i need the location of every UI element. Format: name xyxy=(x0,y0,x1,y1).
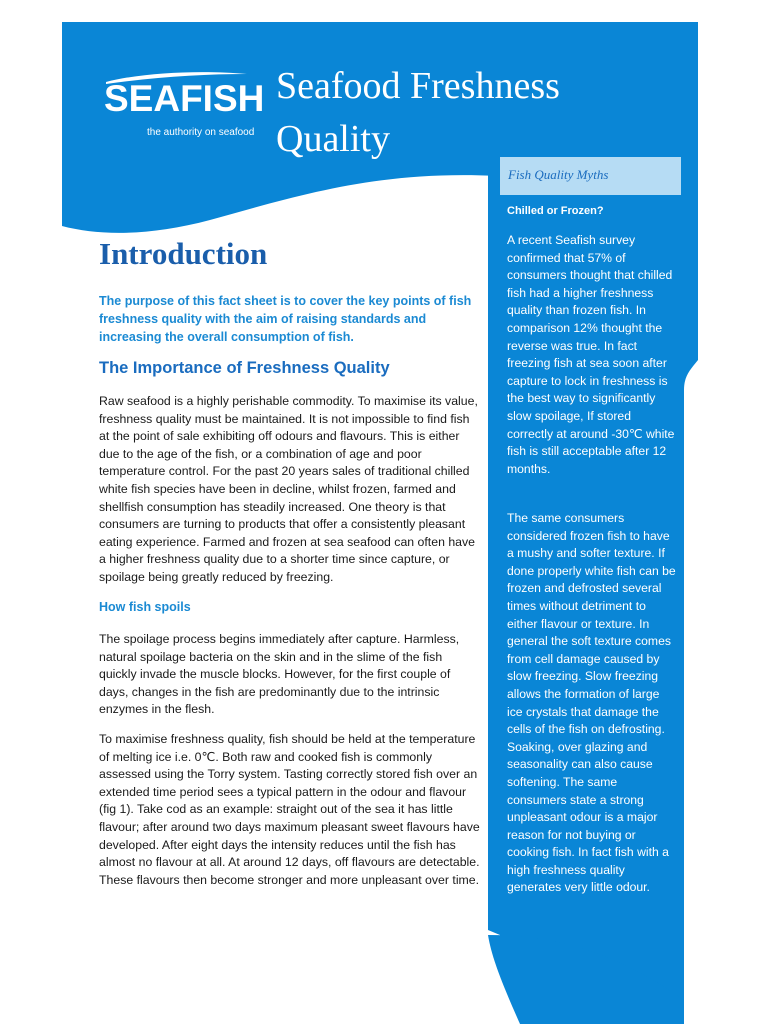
seafish-logo: SEAFISH xyxy=(104,78,265,119)
spoils-paragraph-1: The spoilage process begins immediately after capture. Harmless, natural spoilage bacteria on the skin and in the slime of the fish quickly invade the muscle blocks. However, for the first couple of days, changes in the fish are predominantly due to the intrinsic enzymes in the flesh. xyxy=(99,632,460,717)
introduction-lead: The purpose of this fact sheet is to cover the key points of fish freshness quality with the aim of raising standards and increasing the overall consumption of fish. xyxy=(99,294,472,344)
sidebar-paragraph-1: A recent Seafish survey confirmed that 57% of consumers thought that chilled fish had a higher freshness quality than frozen fish. In comparison 12% thought the reverse was true. In fact freezing fish at sea soon after capture to lock in freshness is the best way to significantly slow spoilage, If stored correctly at around -30℃ white fish is still acceptable after 12 months. xyxy=(507,233,675,476)
introduction-heading: Introduction xyxy=(99,236,268,271)
importance-paragraph: Raw seafood is a highly perishable commodity. To maximise its value, freshness quality must be maintained. It is not impossible to find fish at the point of sale exhibiting off odours and flavours. This is either due to the age of the fish, or a combination of age and poor temperature control. For the past 20 years sales of traditional chilled white fish species have been in decline, whilst frozen, farmed and shellfish consumption has steadily increased. One theory is that consumers are turning to products that offer a consistently pleasant eating experience. Farmed and frozen at sea seafood can often have a higher freshness quality due to a shorter time since capture, or spoilage being greatly reduced by freezing. xyxy=(99,394,478,584)
document-title: Seafood Freshness Quality xyxy=(276,65,560,160)
how-fish-spoils-heading: How fish spoils xyxy=(99,600,191,614)
myths-box-title: Fish Quality Myths xyxy=(508,167,609,182)
importance-heading: The Importance of Freshness Quality xyxy=(99,359,390,377)
spoils-paragraph-2: To maximise freshness quality, fish should be held at the temperature of melting ice i.e. 0℃. Both raw and cooked fish is commonly assessed using the Torry system. Tasting correctly stored fish over an extended time period sees a typical pattern in the odour and flavour (fig 1). Take cod as an example: straight out of the sea it has little flavour; after around two days maximum pleasant sweet flavours have developed. After eight days the intensity reduces until the fish has almost no flavour at all. At around 12 days, off flavours are detectable. These flavours then become stronger and more unpleasant over time. xyxy=(99,732,480,887)
sidebar-paragraph-2: The same consumers considered frozen fish to have a mushy and softer texture. If done properly white fish can be frozen and defrosted several times without detriment to either flavour or texture. In general the soft texture comes from cell damage caused by slow freezing. Slow freezing allows the formation of large ice crystals that damage the cells of the fish on defrosting. Soaking, over glazing and seasonality can also cause softening. The same consumers state a strong unpleasant odour is a major reason for not buying or cooking fish. In fact fish with a high freshness quality generates very little odour. xyxy=(507,511,676,895)
logo-tagline: the authority on seafood xyxy=(147,127,255,138)
chilled-or-frozen-heading: Chilled or Frozen? xyxy=(507,205,604,217)
